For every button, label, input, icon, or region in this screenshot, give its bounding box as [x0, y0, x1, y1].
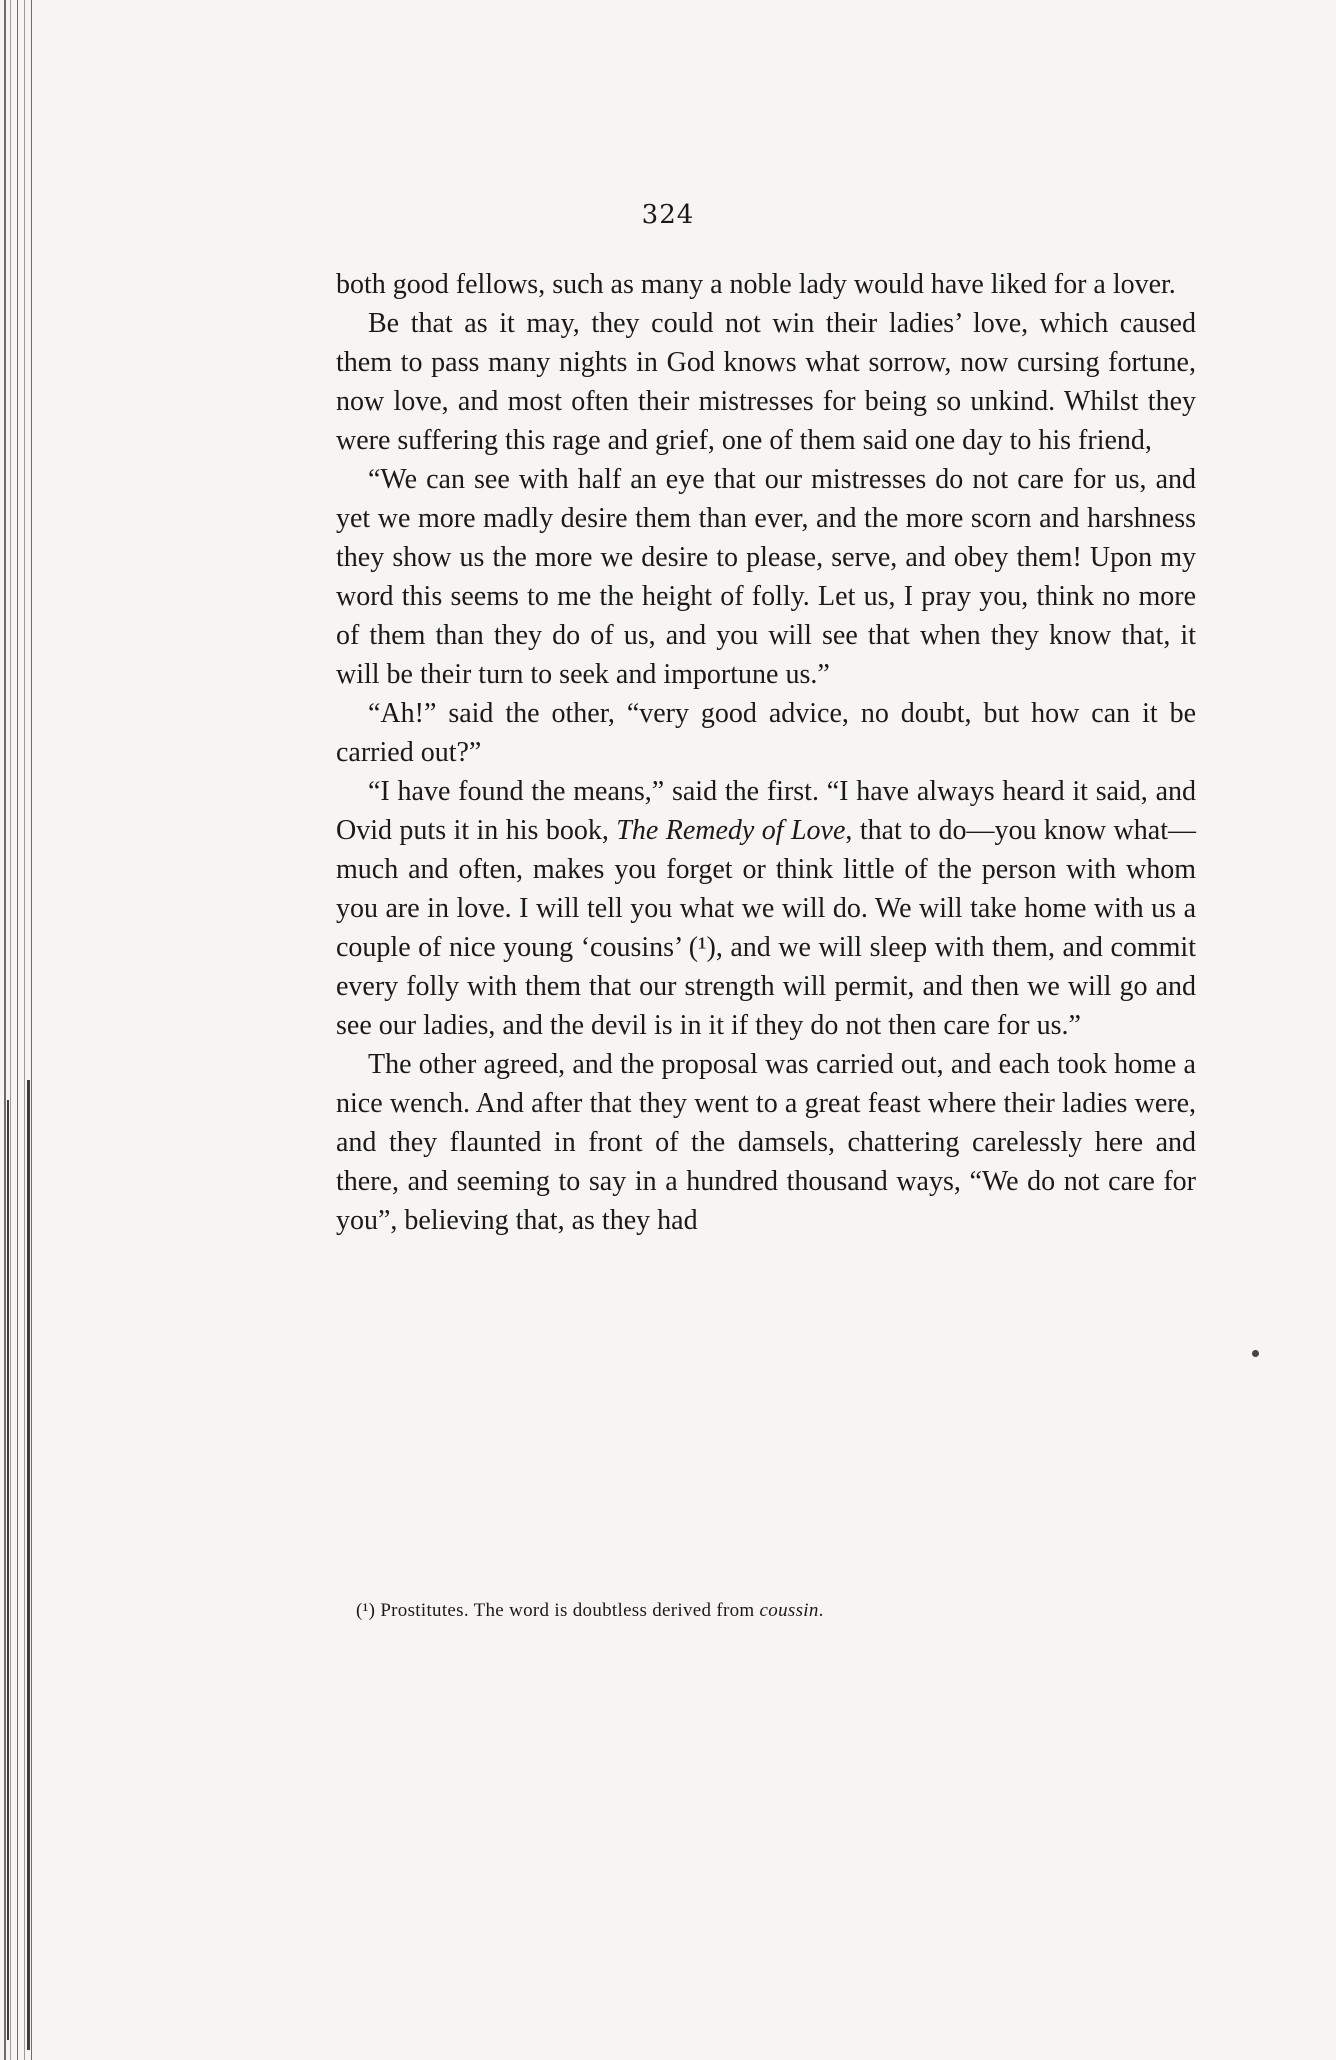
book-title: The Remedy of Love	[616, 815, 846, 846]
paragraph: both good fellows, such as many a noble lady would have liked for a lover.	[336, 269, 1176, 300]
scan-binding-edge	[0, 0, 44, 2060]
footnote	[356, 1600, 1176, 1622]
paragraph: “We can see with half an eye that our mistresses do not care for us, and yet we more madly desire them than ever, and the more scorn and harshness they show us the more we desire to please, serve, and obey them! Upon my word this seems to me the height of folly. Let us, I pray you, think no more of them than they do of us, and you will see that when they know that, it will be their turn to seek and importune us.”	[336, 464, 1196, 690]
body-text	[336, 265, 1196, 1240]
paragraph: Be that as it may, they could not win their ladies’ love, which caused them to pass many nights in God knows what sorrow, now cursing fortune, now love, and most often their mistresses for being so unkind. Whilst they were suffering this rage and grief, one of them said one day to his friend,	[336, 308, 1196, 456]
footnote-marker: (¹)	[356, 1600, 376, 1621]
footnote-italic-word: coussin	[759, 1600, 819, 1621]
paragraph-text: , that to do—you know what—much and often, makes you forget or think little of the person with whom you are in love. I will tell you what we will do. We will take home with us a couple of nice young ‘cousins’ (¹), and we will sleep with them, and commit every folly with them that our strength will permit, and then we will go and see our ladies, and the devil is in it if they do not then care for us.”	[336, 815, 1196, 1041]
paragraph	[336, 772, 1196, 1045]
paragraph: The other agreed, and the proposal was carried out, and each took home a nice wench. And after that they went to a great feast where their ladies were, and they flaunted in front of the damsels, chattering carelessly here and there, and seeming to say in a hundred thousand ways, “We do not care for you”, believing that, as they had	[336, 1049, 1196, 1236]
paragraph-text: “I have found the means,” said the first. “I have always heard it said, and Ovid puts it in his book,	[336, 776, 1196, 846]
paragraph: “Ah!” said the other, “very good advice, no doubt, but how can it be carried out?”	[336, 698, 1196, 768]
footnote-text: Prostitutes. The word is doubtless derived from	[375, 1600, 760, 1621]
page-number: 324	[641, 200, 695, 230]
footnote-end: .	[818, 1600, 824, 1621]
ink-speck	[1252, 1350, 1259, 1357]
